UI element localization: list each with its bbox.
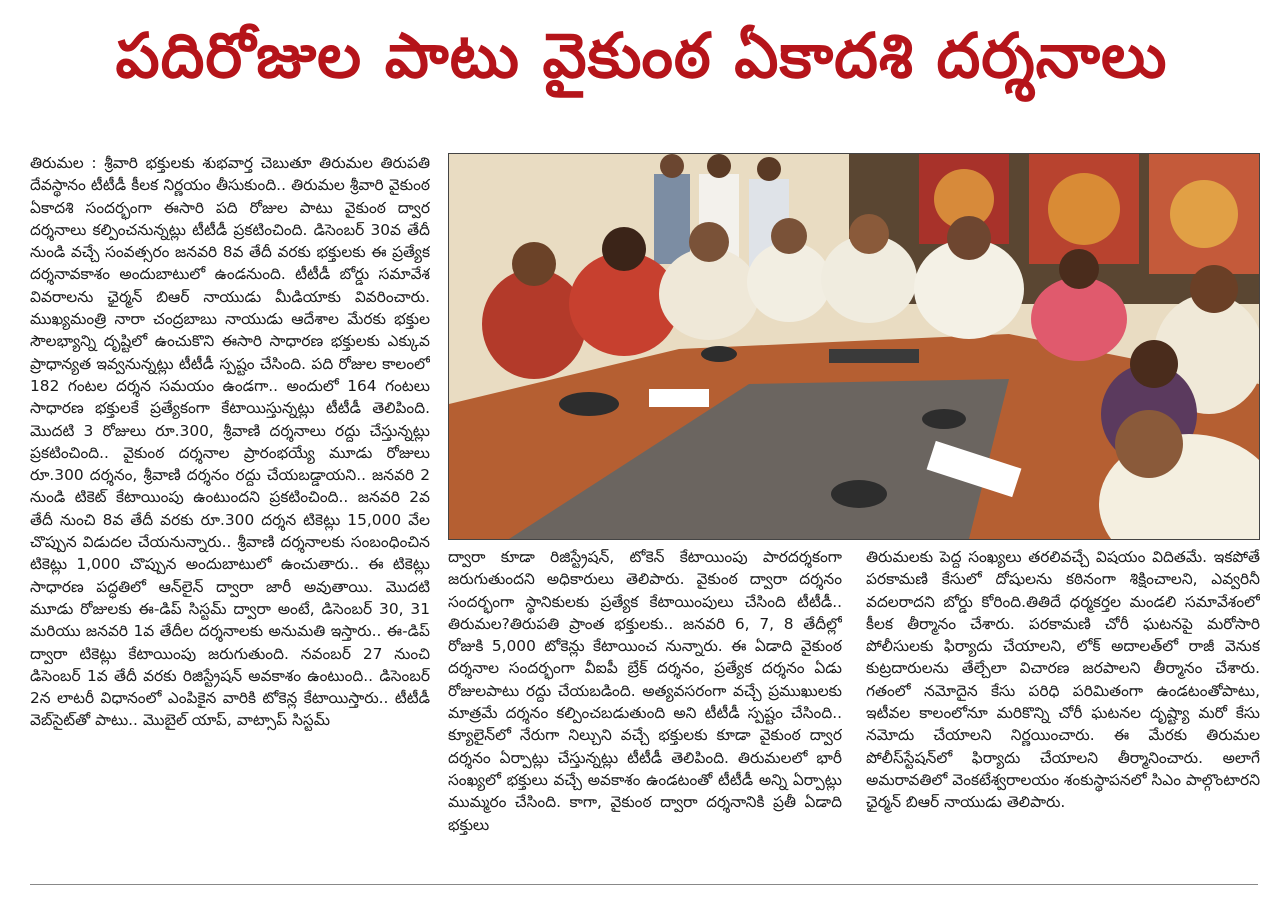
- article-text-col1: తిరుమల : శ్రీవారి భక్తులకు శుభవార్త చెబుతూ తిరుమల తిరుపతి దేవస్థానం టీటీడీ కీలక నిర్ణయం తీసుకుంది.. తిరుమల శ్రీవారి వైకుంఠ ఏకాదశి సందర్భంగా ఈసారి పది రోజుల పాటు వైకుంఠ ద్వార దర్శనాలు కల్పించనున్నట్లు టీటీడీ ప్రకటించింది. డిసెంబర్ 30వ తేదీ నుండి వచ్చే సంవత్సరం జనవరి 8వ తేదీ వరకు భక్తులకు ఈ ప్రత్యేక దర్శనావకాశం అందుబాటులో ఉండనుంది. టీటీడీ బోర్డు సమావేశ వివరాలను ఛైర్మన్ బిఆర్ నాయుడు మీడియాకు వివరించారు. ముఖ్యమంత్రి నారా చంద్రబాబు నాయుడు ఆదేశాల మేరకు భక్తుల సౌలభ్యాన్ని దృష్టిలో ఉంచుకొని ఈసారి సాధారణ భక్తులకు ఎక్కువ ప్రాధాన్యత ఇవ్వనున్నట్లు టీటీడీ స్పష్టం చేసింది. పది రోజుల కాలంలో 182 గంటల దర్శన సమయం ఉండగా.. అందులో 164 గంటలు సాధారణ భక్తులకే ప్రత్యేకంగా కేటాయిస్తున్నట్లు టీటీడీ తెలిపింది. మొదటి 3 రోజులు రూ.300, శ్రీవాణి దర్శనాలు రద్దు చేస్తున్నట్లు ప్రకటించింది.. వైకుంఠ దర్శనాల ప్రారంభయ్యే మూడు రోజులు రూ.300 దర్శనం, శ్రీవాణి దర్శనం రద్దు చేయబడ్డాయని.. జనవరి 2 నుండి టికెట్ కేటాయింపు ఉంటుందని ప్రకటించింది.. జనవరి 2వ తేదీ నుంచి 8వ తేదీ వరకు రూ.300 దర్శన టికెట్లు 15,000 వేల చొప్పున విడుదల చేయనున్నారు.. శ్రీవాణి దర్శనాలకు సంబంధించిన టికెట్లు 1,000 చొప్పున అందుబాటులో ఉంచుతారు.. ఈ టికెట్లు సాధారణ పద్ధతిలో ఆన్‌లైన్ ద్వారా జారీ అవుతాయి. మొదటి మూడు రోజులకు ఈ-డిప్ సిస్టమ్ ద్వారా అంటే, డిసెంబర్ 30, 31 మరియు జనవరి 1వ తేదీల దర్శనాలకు అనుమతి ఇస్తారు.. ఈ-డిప్ ద్వారా టికెట్లు కేటాయింపు జరుగుతుంది. నవంబర్ 27 నుంచి డిసెంబర్ 1వ తేదీ వరకు రిజిస్ట్రేషన్ అవకాశం ఉంటుంది.. డిసెంబర్ 2న లాటరీ విధానంలో ఎంపికైన వారికి టోకెన్ల కేటాయిస్తారు.. టీటీడీ వెబ్‌సైట్‌తో పాటు.. మొబైల్ యాప్, వాట్సాప్ సిస్టమ్: [30, 154, 430, 730]
- headline: పదిరోజుల పాటు వైకుంఠ ఏకాదశి దర్శనాలు: [115, 19, 1168, 92]
- article-column-1: [30, 152, 430, 874]
- board-meeting-photo: [448, 153, 1260, 540]
- photo-illustration: [449, 154, 1259, 539]
- article-text-col2: ద్వారా కూడా రిజిస్ట్రేషన్, టోకెన్ కేటాయింపు పారదర్శకంగా జరుగుతుందని అధికారులు తెలిపారు. వైకుంఠ ద్వారా దర్శనం సందర్భంగా స్థానికులకు ప్రత్యేక కేటాయింపులు చేసింది టీటీడీ.. తిరుమల?తిరుపతి ప్రాంత భక్తులకు.. జనవరి 6, 7, 8 తేదీల్లో రోజుకి 5,000 టోకెన్లు కేటాయించ నున్నారు. ఈ ఏడాది వైకుంఠ దర్శనాల సందర్భంగా వీఐపీ బ్రేక్ దర్శనం, ప్రత్యేక దర్శనం ఏడు రోజులపాటు రద్దు చేయబడింది. అత్యవసరంగా వచ్చే ప్రముఖులకు మాత్రమే దర్శనం కల్పించబడుతుంది అని టీటీడీ స్పష్టం చేసింది.. క్యూలైన్‌లో నేరుగా నిల్చుని వచ్చే భక్తులకు కూడా వైకుంఠ ద్వార దర్శనం ఏర్పాట్లు చేస్తున్నట్లు టీటీడీ తెలిపింది. తిరుమలలో భారీ సంఖ్యలో భక్తులు వచ్చే అవకాశం ఉండటంతో టీటీడీ అన్ని ఏర్పాట్లు ముమ్మరం చేసింది. కాగా, వైకుంఠ ద్వారా దర్శనానికి ప్రతీ ఏడాది భక్తులు: [448, 548, 842, 834]
- article-column-3: [866, 546, 1260, 876]
- bottom-rule: [30, 884, 1258, 885]
- article-column-2: [448, 546, 842, 876]
- article-text-col3: తిరుమలకు పెద్ద సంఖ్యలు తరలివచ్చే విషయం విదితమే. ఇకపోతే పరకామణి కేసులో దోషులను కఠినంగా శిక్షించాలని, ఎవ్వరినీ వదలరాదని బోర్డు కోరింది.తితిదే ధర్మకర్తల మండలి సమావేశంలో కీలక తీర్మానం చేశారు. పరకామణి చోరీ ఘటనపై మరోసారి పోలీసులకు ఫిర్యాదు చేయాలని, లోక్ అదాలత్‌లో రాజీ వెనుక కుట్రదారులను తేల్చేలా విచారణ జరపాలని తీర్మానం చేశారు. గతంలో నమోదైన కేసు పరిధి పరిమితంగా ఉండటంతోపాటు, ఇటీవల కాలంలోనూ మరికొన్ని చోరీ ఘటనల దృష్ట్యా మరో కేసు నమోదు చేయాలని నిర్ణయించారు. ఈ మేరకు తిరుమల పోలీస్‌స్టేషన్‌లో ఫిర్యాదు చేయాలని తీర్మానించారు. అలాగే అమరావతిలో వెంకటేశ్వరాలయం శంకుస్థాపనలో సిఎం పాల్గొంటారని ఛైర్మన్ బిఆర్ నాయుడు తెలిపారు.: [866, 548, 1260, 812]
